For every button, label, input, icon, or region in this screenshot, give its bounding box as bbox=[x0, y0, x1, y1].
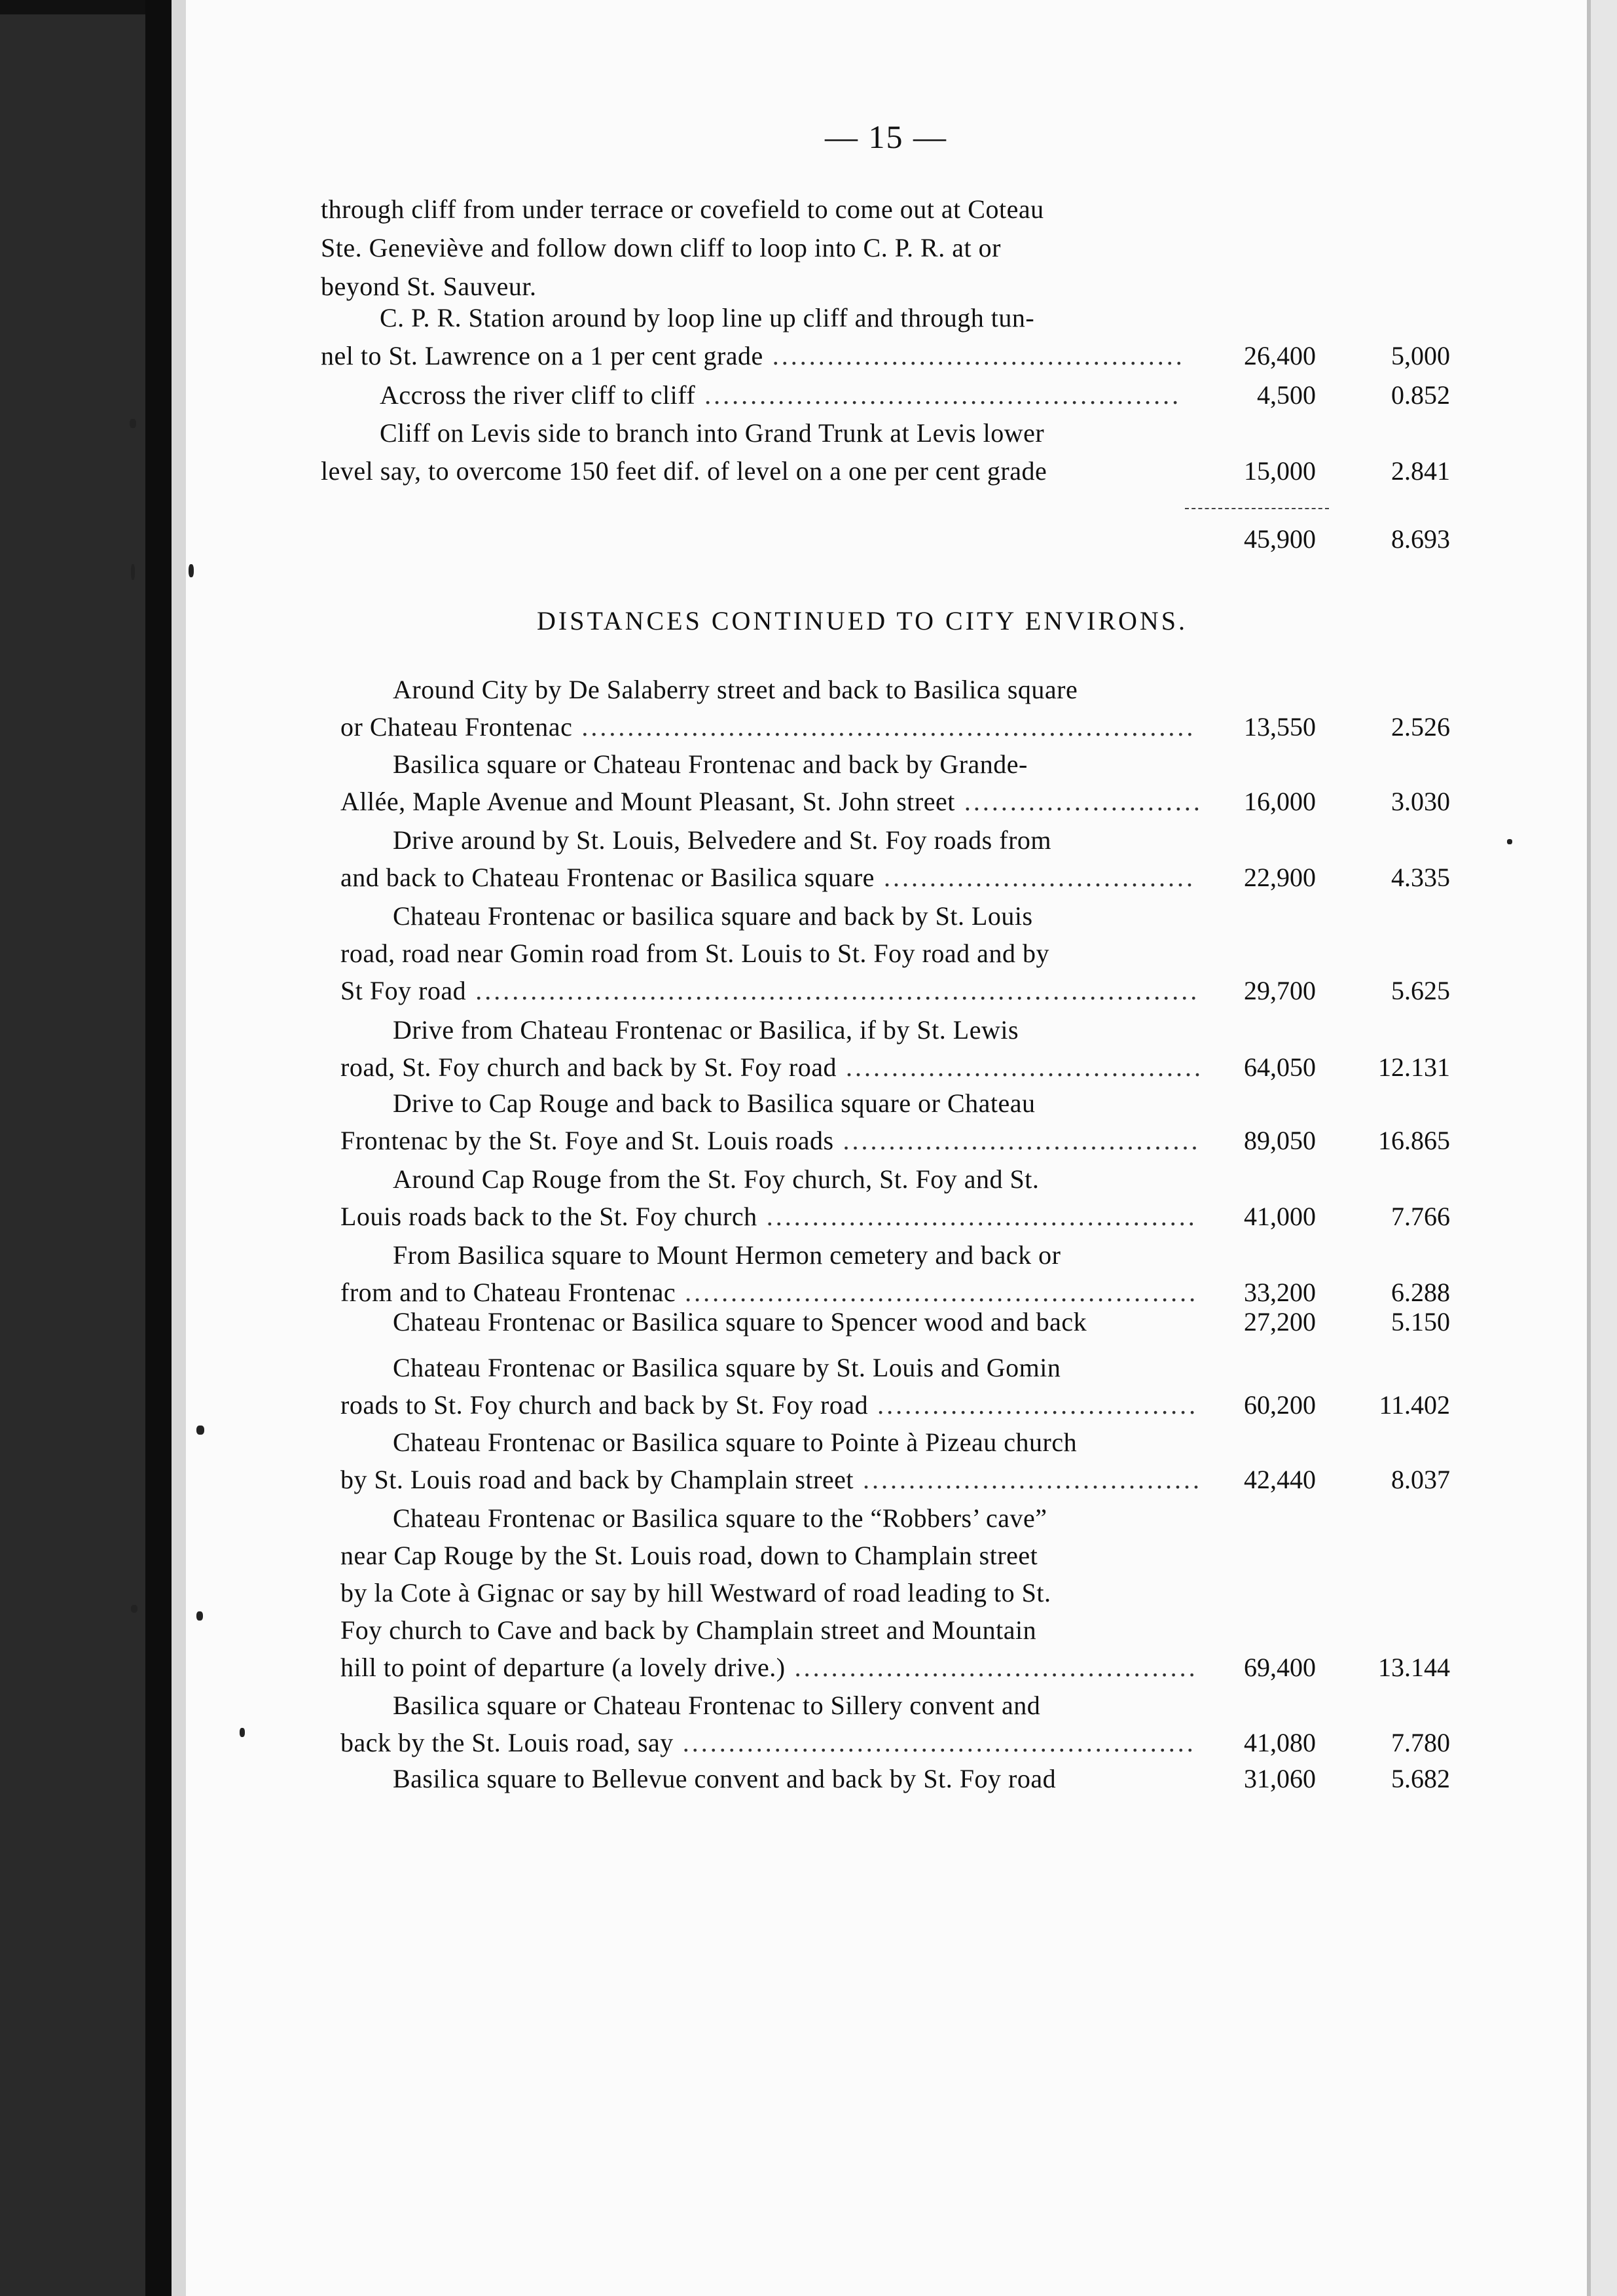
line-text: through cliff from under terrace or covefield to come out at Coteau bbox=[321, 194, 1044, 224]
entry-line bbox=[340, 938, 1049, 969]
entry-line bbox=[380, 418, 1044, 448]
distance-feet: 26,400 bbox=[1244, 341, 1316, 370]
line-text: Drive to Cap Rouge and back to Basilica square or Chateau bbox=[393, 1088, 1036, 1118]
dot-leader: ................................... bbox=[868, 1390, 1199, 1420]
entry-line bbox=[340, 1201, 1197, 1232]
total-feet: 45,900 bbox=[1244, 524, 1316, 554]
distance-miles: 5.625 bbox=[1391, 976, 1450, 1005]
entry-line bbox=[393, 1240, 1061, 1270]
entry-line bbox=[340, 1277, 1198, 1308]
entry-line bbox=[340, 1652, 1198, 1683]
line-text: C. P. R. Station around by loop line up cliff and through tun- bbox=[380, 303, 1035, 332]
line-text: Around Cap Rouge from the St. Foy church, St. Foy and St. bbox=[393, 1164, 1040, 1194]
distance-feet: 22,900 bbox=[1244, 863, 1316, 892]
line-text: Chateau Frontenac or Basilica square to Pointe à Pizeau church bbox=[393, 1427, 1078, 1457]
book-spine-shadow bbox=[145, 0, 172, 2296]
entry-line bbox=[393, 1690, 1040, 1721]
distance-feet: 27,200 bbox=[1244, 1307, 1316, 1336]
scan-speck bbox=[189, 564, 194, 577]
distance-feet: 64,050 bbox=[1244, 1052, 1316, 1082]
line-text: road, St. Foy church and back by St. Foy road bbox=[340, 1052, 837, 1082]
distance-miles: 16.865 bbox=[1378, 1126, 1450, 1155]
sum-rule bbox=[1185, 508, 1329, 509]
entry-line bbox=[340, 1464, 1202, 1495]
entry-line bbox=[393, 749, 1028, 780]
paragraph-line bbox=[321, 194, 1044, 224]
entry-line bbox=[340, 1540, 1038, 1571]
line-text: Allée, Maple Avenue and Mount Pleasant, St. John street bbox=[340, 787, 955, 816]
dot-leader: ............................................................................... bbox=[466, 976, 1200, 1005]
entry-line bbox=[393, 1164, 1039, 1194]
dot-leader: ....................................... bbox=[836, 1052, 1203, 1082]
distance-miles: 2.841 bbox=[1391, 456, 1450, 486]
distance-feet: 33,200 bbox=[1244, 1278, 1316, 1307]
entry-line bbox=[321, 456, 1047, 486]
entry-line bbox=[393, 1014, 1019, 1045]
distance-miles: 4.335 bbox=[1391, 863, 1450, 892]
line-text: hill to point of departure (a lovely drive.) bbox=[340, 1653, 786, 1682]
distance-feet: 13,550 bbox=[1244, 712, 1316, 742]
scan-speck bbox=[1507, 839, 1512, 844]
section-heading: DISTANCES CONTINUED TO CITY ENVIRONS. bbox=[537, 606, 1188, 636]
distance-miles: 5.150 bbox=[1391, 1307, 1450, 1336]
distance-miles: 13.144 bbox=[1378, 1653, 1450, 1682]
dot-leader: ..................................... bbox=[853, 1465, 1202, 1494]
dot-leader: ........................................................ bbox=[673, 1728, 1196, 1757]
entry-line bbox=[393, 1763, 1056, 1794]
distance-feet: 42,440 bbox=[1244, 1465, 1316, 1494]
paragraph-line bbox=[321, 271, 536, 302]
line-text: near Cap Rouge by the St. Louis road, down to Champlain street bbox=[340, 1541, 1038, 1570]
line-text: Foy church to Cave and back by Champlain street and Mountain bbox=[340, 1615, 1037, 1645]
line-text: Louis roads back to the St. Foy church bbox=[340, 1202, 757, 1231]
distance-feet: 60,200 bbox=[1244, 1390, 1316, 1420]
line-text: St Foy road bbox=[340, 976, 467, 1005]
line-text: nel to St. Lawrence on a 1 per cent grade bbox=[321, 341, 763, 370]
distance-feet: 31,060 bbox=[1244, 1764, 1316, 1793]
entry-line bbox=[393, 901, 1033, 931]
line-text: level say, to overcome 150 feet dif. of level on a one per cent grade bbox=[321, 456, 1047, 486]
line-text: Chateau Frontenac or basilica square and back by St. Louis bbox=[393, 901, 1033, 931]
distance-miles: 8.037 bbox=[1391, 1465, 1450, 1494]
dot-leader: .......................... bbox=[954, 787, 1203, 816]
line-text: roads to St. Foy church and back by St. Foy road bbox=[340, 1390, 869, 1420]
distance-miles: 0.852 bbox=[1391, 380, 1450, 410]
line-text: back by the St. Louis road, say bbox=[340, 1728, 674, 1757]
line-text: Frontenac by the St. Foye and St. Louis roads bbox=[340, 1126, 834, 1155]
dot-leader: ............................................ bbox=[785, 1653, 1198, 1682]
distance-miles: 7.766 bbox=[1391, 1202, 1450, 1231]
distance-feet: 29,700 bbox=[1244, 976, 1316, 1005]
dot-leader: ....................................... bbox=[833, 1126, 1201, 1155]
line-text: Drive around by St. Louis, Belvedere and St. Foy roads from bbox=[393, 825, 1052, 855]
distance-feet: 41,080 bbox=[1244, 1728, 1316, 1757]
scan-speck bbox=[196, 1426, 204, 1435]
entry-line bbox=[340, 711, 1195, 742]
dot-leader: ................................................................... bbox=[572, 712, 1196, 742]
distance-feet: 89,050 bbox=[1244, 1126, 1316, 1155]
dot-leader: .................................. bbox=[874, 863, 1195, 892]
line-text: road, road near Gomin road from St. Louis to St. Foy road and by bbox=[340, 939, 1049, 968]
entry-line bbox=[340, 1577, 1051, 1608]
distance-feet: 15,000 bbox=[1244, 456, 1316, 486]
entry-line bbox=[340, 1727, 1196, 1758]
entry-line bbox=[380, 380, 1181, 410]
line-text: from and to Chateau Frontenac bbox=[340, 1278, 676, 1307]
line-text: Basilica square to Bellevue convent and back by St. Foy road bbox=[393, 1764, 1057, 1793]
entry-line bbox=[340, 786, 1203, 817]
line-text: Cliff on Levis side to branch into Grand Trunk at Levis lower bbox=[380, 418, 1045, 448]
entry-line bbox=[340, 975, 1199, 1006]
entry-line bbox=[393, 674, 1078, 705]
entry-line bbox=[321, 340, 1185, 371]
dot-leader: ............................................. bbox=[763, 341, 1185, 370]
line-text: or Chateau Frontenac bbox=[340, 712, 573, 742]
dot-leader: ............................................... bbox=[757, 1202, 1197, 1231]
line-text: Around City by De Salaberry street and back to Basilica square bbox=[393, 675, 1078, 704]
line-text: and back to Chateau Frontenac or Basilica square bbox=[340, 863, 875, 892]
entry-line bbox=[393, 1503, 1047, 1534]
line-text: Accross the river cliff to cliff bbox=[380, 380, 696, 410]
line-text: beyond St. Sauveur. bbox=[321, 272, 537, 301]
distance-miles: 12.131 bbox=[1378, 1052, 1450, 1082]
line-text: Ste. Geneviève and follow down cliff to loop into C. P. R. at or bbox=[321, 233, 1001, 262]
line-text: Basilica square or Chateau Frontenac and back by Grande- bbox=[393, 749, 1028, 779]
scan-speck bbox=[131, 1605, 137, 1613]
distance-miles: 7.780 bbox=[1391, 1728, 1450, 1757]
distance-miles: 11.402 bbox=[1379, 1390, 1450, 1420]
page-number: — 15 — bbox=[825, 118, 947, 155]
entry-line bbox=[393, 1352, 1061, 1383]
entry-line bbox=[380, 302, 1034, 333]
distance-miles: 3.030 bbox=[1391, 787, 1450, 816]
entry-line bbox=[393, 1088, 1036, 1119]
distance-miles: 5.682 bbox=[1391, 1764, 1450, 1793]
scan-speck bbox=[196, 1611, 203, 1621]
distance-feet: 41,000 bbox=[1244, 1202, 1316, 1231]
page-right-edge bbox=[1591, 0, 1617, 2296]
distance-miles: 5,000 bbox=[1391, 341, 1450, 370]
line-text: Drive from Chateau Frontenac or Basilica, if by St. Lewis bbox=[393, 1015, 1019, 1045]
distance-feet: 69,400 bbox=[1244, 1653, 1316, 1682]
entry-line bbox=[340, 1052, 1203, 1083]
line-text: Chateau Frontenac or Basilica square by St. Louis and Gomin bbox=[393, 1353, 1061, 1382]
total-miles: 8.693 bbox=[1391, 524, 1450, 554]
entry-line bbox=[393, 1306, 1087, 1337]
line-text: Chateau Frontenac or Basilica square to the “Robbers’ cave” bbox=[393, 1503, 1047, 1533]
line-text: Basilica square or Chateau Frontenac to Sillery convent and bbox=[393, 1691, 1041, 1720]
distance-miles: 6.288 bbox=[1391, 1278, 1450, 1307]
line-text: by St. Louis road and back by Champlain street bbox=[340, 1465, 854, 1494]
entry-line bbox=[340, 1615, 1036, 1645]
scan-speck bbox=[130, 419, 136, 428]
scan-speck bbox=[240, 1728, 245, 1737]
entry-line bbox=[340, 1125, 1201, 1156]
dot-leader: .................................................... bbox=[695, 380, 1182, 410]
line-text: From Basilica square to Mount Hermon cemetery and back or bbox=[393, 1240, 1061, 1270]
dot-leader: ........................................................ bbox=[676, 1278, 1199, 1307]
scan-speck bbox=[131, 564, 135, 580]
entry-line bbox=[340, 862, 1195, 893]
distance-feet: 16,000 bbox=[1244, 787, 1316, 816]
distance-miles: 2.526 bbox=[1391, 712, 1450, 742]
distance-feet: 4,500 bbox=[1257, 380, 1316, 410]
entry-line bbox=[340, 1390, 1198, 1420]
line-text: Chateau Frontenac or Basilica square to Spencer wood and back bbox=[393, 1307, 1087, 1336]
line-text: by la Cote à Gignac or say by hill Westward of road leading to St. bbox=[340, 1578, 1051, 1607]
paragraph-line bbox=[321, 232, 1001, 263]
gutter-shadow bbox=[172, 0, 186, 2296]
entry-line bbox=[393, 1427, 1077, 1458]
entry-line bbox=[393, 825, 1051, 855]
